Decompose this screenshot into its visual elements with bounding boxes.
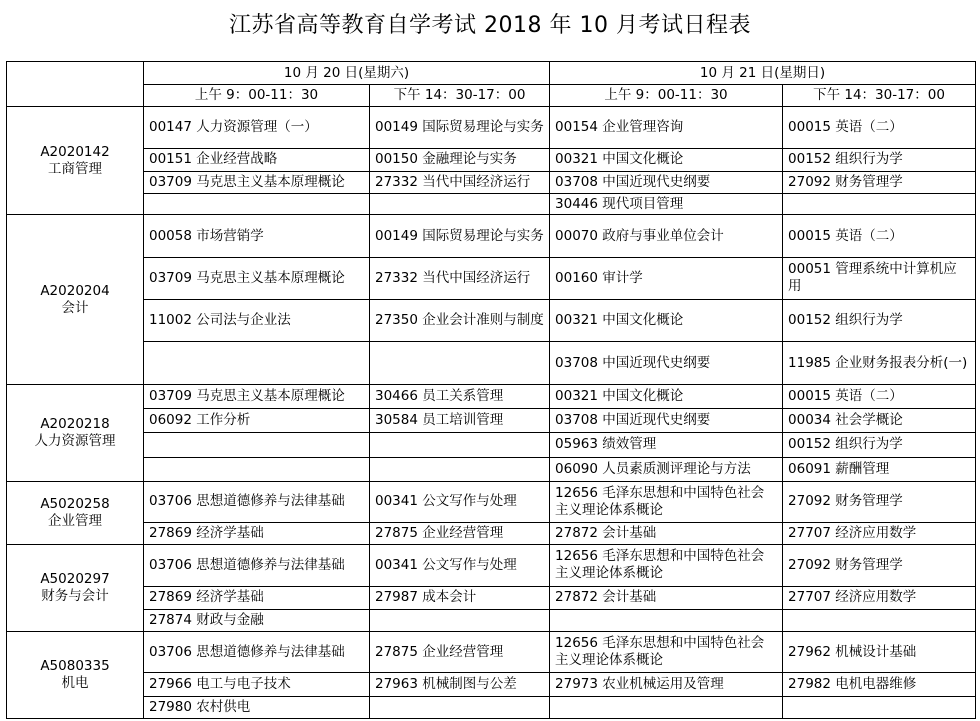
- course-cell: 27962 机械设计基础: [783, 632, 976, 673]
- course-cell: 00150 金融理论与实务: [370, 148, 550, 171]
- schedule-row: [7, 257, 976, 299]
- major-cell: [7, 545, 144, 632]
- schedule-row: [7, 300, 976, 342]
- course-cell: 27707 经济应用数学: [783, 586, 976, 609]
- course-cell: 00321 中国文化概论: [550, 384, 783, 408]
- course-cell: 27332 当代中国经济运行: [370, 257, 550, 299]
- schedule-row: [7, 342, 976, 384]
- course-cell: 27707 经济应用数学: [783, 523, 976, 545]
- schedule-row: [7, 384, 976, 408]
- course-cell: 27982 电机电器维修: [783, 673, 976, 696]
- major-name: 财务与会计: [41, 588, 109, 605]
- schedule-row: [7, 481, 976, 522]
- course-cell: [370, 433, 550, 457]
- schedule-row: [7, 171, 976, 193]
- schedule-row: [7, 609, 976, 631]
- schedule-row: [7, 545, 976, 586]
- course-cell: 27869 经济学基础: [144, 523, 370, 545]
- session-header: 下午 14：30-17：00: [370, 85, 550, 107]
- schedule-row: [7, 107, 976, 148]
- schedule-row: [7, 433, 976, 457]
- course-cell: 00051 管理系统中计算机应用: [783, 257, 976, 299]
- course-cell: 27092 财务管理学: [783, 481, 976, 522]
- major-code: A5020297: [40, 571, 110, 588]
- course-cell: 27872 会计基础: [550, 523, 783, 545]
- major-cell: [7, 481, 144, 545]
- session-header-row: [7, 85, 976, 107]
- course-cell: 03708 中国近现代史纲要: [550, 171, 783, 193]
- course-cell: 03709 马克思主义基本原理概论: [144, 384, 370, 408]
- course-cell: 00070 政府与事业单位会计: [550, 215, 783, 257]
- course-cell: [370, 342, 550, 384]
- major-code: A5080335: [40, 658, 110, 675]
- course-cell: 06090 人员素质测评理论与方法: [550, 457, 783, 481]
- schedule-row: [7, 696, 976, 718]
- course-cell: 00147 人力资源管理（一）: [144, 107, 370, 148]
- course-cell: 11985 企业财务报表分析(一): [783, 342, 976, 384]
- schedule-row: [7, 215, 976, 257]
- course-cell: 27963 机械制图与公差: [370, 673, 550, 696]
- major-cell: [7, 632, 144, 719]
- major-name: 机电: [61, 675, 89, 692]
- major-name: 企业管理: [48, 513, 102, 529]
- course-cell: 12656 毛泽东思想和中国特色社会主义理论体系概论: [550, 481, 783, 522]
- course-cell: 27980 农村供电: [144, 696, 370, 718]
- major-cell: [7, 215, 144, 385]
- course-cell: 05963 绩效管理: [550, 433, 783, 457]
- major-cell: [7, 107, 144, 215]
- course-cell: 00321 中国文化概论: [550, 300, 783, 342]
- course-cell: 00149 国际贸易理论与实务: [370, 215, 550, 257]
- schedule-row: [7, 673, 976, 696]
- course-cell: [550, 696, 783, 718]
- schedule-row: [7, 586, 976, 609]
- course-cell: 27966 电工与电子技术: [144, 673, 370, 696]
- schedule-row: [7, 632, 976, 673]
- course-cell: 27092 财务管理学: [783, 545, 976, 586]
- course-cell: [370, 194, 550, 215]
- major-name: 工商管理: [48, 160, 102, 177]
- course-cell: 03709 马克思主义基本原理概论: [144, 257, 370, 299]
- course-cell: 00341 公文写作与处理: [370, 481, 550, 522]
- major-cell: [7, 384, 144, 481]
- header-corner: [7, 62, 144, 107]
- major-name: 人力资源管理: [34, 432, 116, 449]
- course-cell: [144, 342, 370, 384]
- course-cell: [144, 194, 370, 215]
- course-cell: 27869 经济学基础: [144, 586, 370, 609]
- course-cell: 03706 思想道德修养与法律基础: [144, 545, 370, 586]
- course-cell: 00341 公文写作与处理: [370, 545, 550, 586]
- page-title: 江苏省高等教育自学考试 2018 年 10 月考试日程表: [229, 13, 751, 38]
- session-header: 上午 9：00-11：30: [144, 85, 370, 107]
- course-cell: 30466 员工关系管理: [370, 384, 550, 408]
- course-cell: 03706 思想道德修养与法律基础: [144, 632, 370, 673]
- session-header: 下午 14：30-17：00: [783, 85, 976, 107]
- schedule-row: [7, 457, 976, 481]
- schedule-row: [7, 194, 976, 215]
- session-header: 上午 9：00-11：30: [550, 85, 783, 107]
- course-cell: 03709 马克思主义基本原理概论: [144, 171, 370, 193]
- major-code: A5020258: [40, 496, 110, 512]
- schedule-row: [7, 523, 976, 545]
- major-code: A2020218: [40, 415, 110, 432]
- course-cell: [550, 609, 783, 631]
- course-cell: 06092 工作分析: [144, 409, 370, 433]
- course-cell: [370, 609, 550, 631]
- course-cell: 30584 员工培训管理: [370, 409, 550, 433]
- course-cell: [783, 194, 976, 215]
- exam-schedule-table: [6, 61, 976, 719]
- course-cell: 00058 市场营销学: [144, 215, 370, 257]
- course-cell: 27872 会计基础: [550, 586, 783, 609]
- course-cell: 11002 公司法与企业法: [144, 300, 370, 342]
- major-code: A2020204: [40, 282, 110, 299]
- course-cell: 00152 组织行为学: [783, 433, 976, 457]
- course-cell: 27350 企业会计准则与制度: [370, 300, 550, 342]
- course-cell: 00015 英语（二）: [783, 107, 976, 148]
- course-cell: 27092 财务管理学: [783, 171, 976, 193]
- course-cell: [783, 696, 976, 718]
- course-cell: 30446 现代项目管理: [550, 194, 783, 215]
- course-cell: 12656 毛泽东思想和中国特色社会主义理论体系概论: [550, 545, 783, 586]
- course-cell: [370, 457, 550, 481]
- course-cell: 00321 中国文化概论: [550, 148, 783, 171]
- course-cell: 00152 组织行为学: [783, 148, 976, 171]
- course-cell: [783, 609, 976, 631]
- course-cell: 00015 英语（二）: [783, 384, 976, 408]
- major-name: 会计: [61, 299, 89, 316]
- course-cell: 12656 毛泽东思想和中国特色社会主义理论体系概论: [550, 632, 783, 673]
- course-cell: 00160 审计学: [550, 257, 783, 299]
- course-cell: 27332 当代中国经济运行: [370, 171, 550, 193]
- course-cell: 27973 农业机械运用及管理: [550, 673, 783, 696]
- course-cell: 00151 企业经营战略: [144, 148, 370, 171]
- course-cell: 00034 社会学概论: [783, 409, 976, 433]
- schedule-row: [7, 409, 976, 433]
- course-cell: 00149 国际贸易理论与实务: [370, 107, 550, 148]
- course-cell: 00154 企业管理咨询: [550, 107, 783, 148]
- course-cell: 06091 薪酬管理: [783, 457, 976, 481]
- course-cell: [370, 696, 550, 718]
- course-cell: 27987 成本会计: [370, 586, 550, 609]
- day-header: 10 月 21 日(星期日): [550, 62, 976, 85]
- course-cell: [144, 433, 370, 457]
- course-cell: 27875 企业经营管理: [370, 632, 550, 673]
- course-cell: 03708 中国近现代史纲要: [550, 342, 783, 384]
- course-cell: 03706 思想道德修养与法律基础: [144, 481, 370, 522]
- course-cell: 27875 企业经营管理: [370, 523, 550, 545]
- schedule-row: [7, 148, 976, 171]
- day-header: 10 月 20 日(星期六): [144, 62, 550, 85]
- major-code: A2020142: [40, 143, 110, 160]
- course-cell: [144, 457, 370, 481]
- course-cell: 00152 组织行为学: [783, 300, 976, 342]
- course-cell: 00015 英语（二）: [783, 215, 976, 257]
- day-header-row: [7, 62, 976, 85]
- course-cell: 27874 财政与金融: [144, 609, 370, 631]
- course-cell: 03708 中国近现代史纲要: [550, 409, 783, 433]
